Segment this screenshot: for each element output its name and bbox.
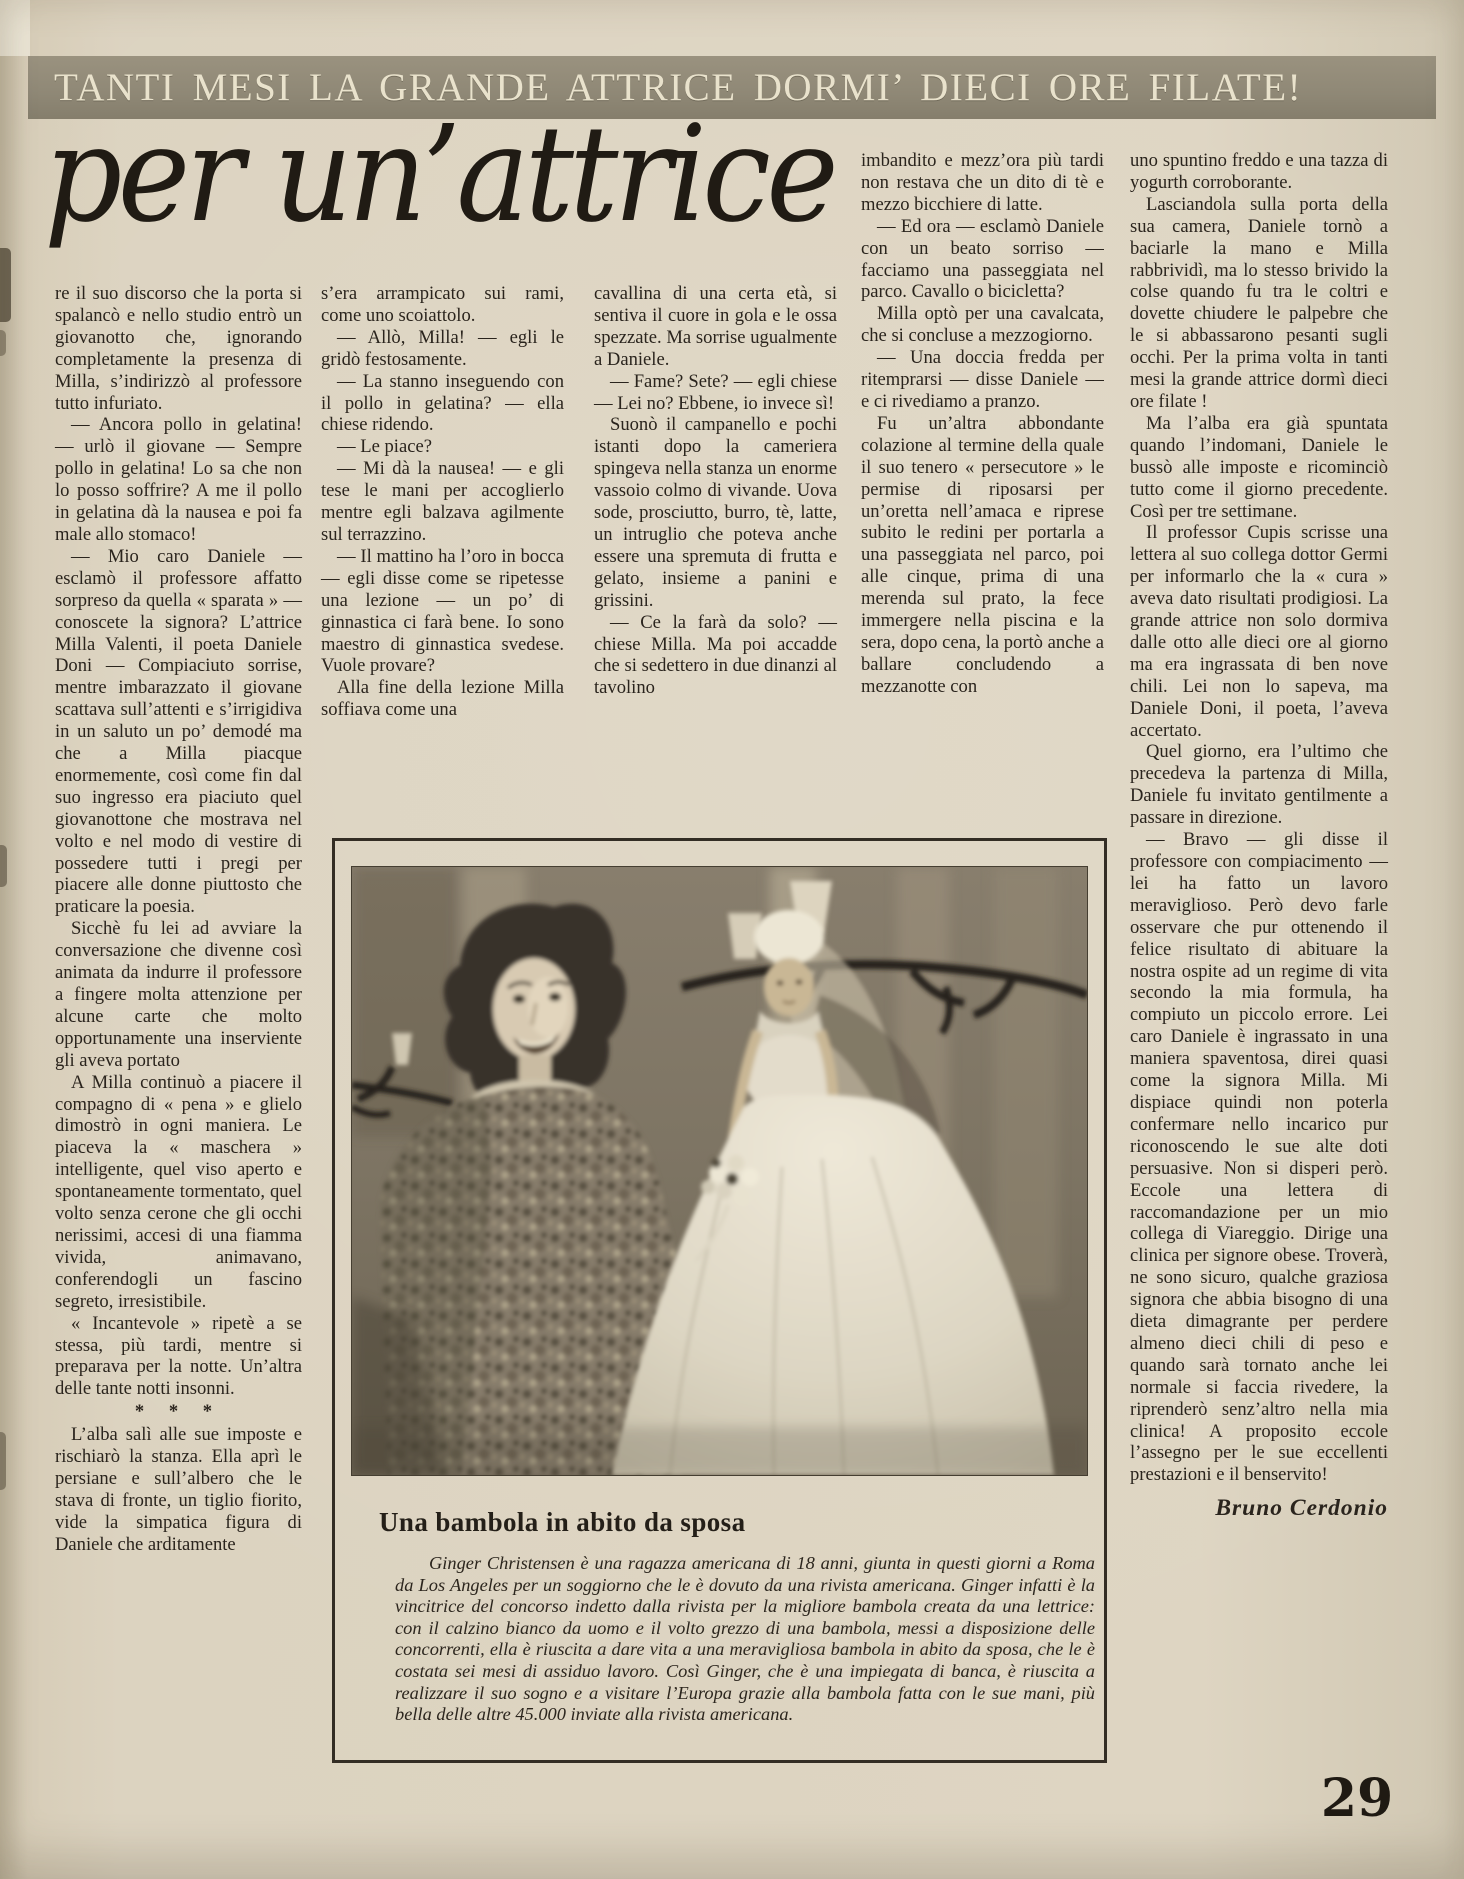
paragraph: L’alba salì alle sue imposte e rischiarò la stanza. Ella aprì le persiane e sull’albero che le stava di fronte, un tiglio fiorito, vide la simpatica figura di Daniele che arditamente [55, 1424, 302, 1555]
paragraph: Sicchè fu lei ad avviare la conversazione che divenne così animata da indurre il professore a fingere molta attenzione per alcune carte che molto opportunamente una inserviente gli aveva portato [55, 918, 302, 1071]
photo-caption-title: Una bambola in abito da sposa [379, 1507, 746, 1537]
paragraph: uno spuntino freddo e una tazza di yogurth corroborante. [1130, 150, 1388, 193]
page-corner-highlight [0, 0, 30, 56]
paragraph: — Ce la farà da solo? — chiese Milla. Ma poi accadde che si sedettero in due dinanzi al tavolino [594, 611, 837, 699]
text-column-5 [1130, 150, 1388, 1520]
page-edge-mark [0, 1432, 6, 1490]
paragraph: — Ancora pollo in gelatina! — urlò il giovane — Sempre pollo in gelatina! Lo sa che non lo posso soffrire? A me il pollo in gelatina dà la nausea e poi fa male allo stomaco! [55, 414, 302, 545]
paragraph: — Mi dà la nausea! — e gli tese le mani per accoglierlo mentre egli balzava agilmente sul terrazzino. [321, 458, 564, 545]
article-title: per un’attrice [44, 98, 835, 252]
text-column-2 [321, 283, 564, 721]
paragraph: Milla optò per una cavalcata, che si concluse a mezzogiorno. [861, 303, 1104, 347]
paragraph: re il suo discorso che la porta si spalancò e nello studio entrò un giovanotto che, ignorando completamente la presenza di Milla, s’indirizzò al professore tutto infuriato. [55, 283, 302, 414]
section-break-stars: * * * [134, 1401, 223, 1423]
photo-box [332, 838, 1107, 1763]
paragraph: — Bravo — gli disse il professore con compiacimento — lei ha fatto un lavoro meraviglioso. Però devo farle osservare che pur ottenendo il felice risultato di abituare la nostra ospite ad un regime di vita secondo la mia formula, ha compiuto un piccolo errore. Lei caro Daniele è ingrassato in una maniera spaventosa, direi quasi come la signora Milla. Mi dispiace quindi non poterla confermare nello incarico pur riconoscendo le sue alte doti persuasive. Non si disperi però. Eccole una lettera di raccomandazione per un mio collega di Viareggio. Dirige una clinica per signore obese. Troverà, ne sono sicuro, qualche graziosa signora che abbia bisogno di una dieta dimagrante per perdere almeno dieci chili di peso e quando sarà tornato anche lei normale si faccia rivedere, la riprenderò senz’altro nella mia clinica! A proposito eccole l’assegno per le sue eccellenti prestazioni e il benservito! [1130, 829, 1388, 1486]
paragraph: — Le piace? [337, 436, 432, 458]
author-byline: Bruno Cerdonio [1215, 1495, 1388, 1522]
kicker-headline: TANTI MESI LA GRANDE ATTRICE DORMI’ DIECI ORE FILATE! [54, 66, 1303, 109]
page-edge-mark [0, 248, 11, 322]
page-edge-mark [0, 330, 6, 356]
paragraph: Suonò il campanello e pochi istanti dopo la cameriera spingeva nella stanza un enorme vassoio colmo di vivande. Uova sode, prosciutto, burro, tè, latte, un intruglio che poteva anche essere una spremuta di frutta e gelato, insieme a panini e grissini. [594, 414, 837, 611]
page-number: 29 [1320, 1768, 1394, 1829]
paragraph: Lasciandola sulla porta della sua camera, Daniele tornò a baciarle la mano e Milla rabbrividì, ma lo stesso brivido la colse quando fu tra le coltri e dovette chiudere le palpebre che le si abbassarono pesanti sugli occhi. Per la prima volta in tanti mesi la grande attrice dormì dieci ore filate ! [1130, 193, 1388, 412]
paragraph: « Incantevole » ripetè a se stessa, più tardi, mentre si preparava per la notte. Un’altra delle tante notti insonni. [55, 1312, 302, 1400]
paragraph: A Milla continuò a piacere il compagno di « pena » e glielo dimostrò in ogni maniera. Le piaceva la « maschera » intelligente, quel viso aperto e spontaneamente tormentato, quel volto senza cerone che gli occhi nerissimi, accesi di una fiamma vivida, animavano, conferendogli un fascino segreto, irresistibile. [55, 1071, 302, 1312]
paragraph: — Il mattino ha l’oro in bocca — egli disse come se ripetesse una lezione — un po’ di ginnastica ci farà bene. Io sono maestro di ginnastica svedese. Vuole provare? [321, 545, 564, 677]
paragraph: Il professor Cupis scrisse una lettera al suo collega dottor Germi per informarlo che la « cura » aveva dato risultati prodigiosi. La grande attrice non solo dormiva dalle otto alle dieci ore al giorno ma era ingrassata di ben nove chili. Lei non lo sapeva, ma Daniele Doni, il poeta, l’aveva accertato. [1130, 522, 1388, 741]
paragraph: cavallina di una certa età, si sentiva il cuore in gola e le ossa spezzate. Ma sorrise ugualmente a Daniele. [594, 283, 837, 370]
photo-bottom-shade [352, 1427, 1087, 1475]
paragraph: — Ed ora — esclamò Daniele con un beato sorriso — facciamo una passeggiata nel parco. Cavallo o bicicletta? [861, 215, 1104, 303]
photo-caption-text: Ginger Christensen è una ragazza americana di 18 anni, giunta in questi giorni a Roma da Los Angeles per un soggiorno che le è dovuto da una rivista americana. Ginger infatti è la vincitrice del concorso indetto dalla rivista per la migliore bambola creata da una lettrice: con il calzino bianco da uomo e il volto grezzo di una bambola, messi a disposizione delle concorrenti, ella è riuscita a dare vita a una meravigliosa bambola in abito da sposa, che le è costata sei mesi di assiduo lavoro. Così Ginger, che è una impiegata di banca, è riuscita a realizzare il suo sogno e a visitare l’Europa grazie alla bambola fatta con le sue mani, più bella delle altre 45.000 inviate alla rivista americana. [395, 1553, 1095, 1725]
paragraph: Fu un’altra abbondante colazione al termine della quale il suo tenero « persecutore » le permise di riposarsi per un’oretta nell’amaca e riprese subito le redini per portarla a una passeggiata nel parco, poi alle cinque, prima di una merenda sul prato, la fece immergere nella piscina e la sera, dopo cena, la portò anche a ballare concludendo a mezzanotte con [861, 412, 1104, 697]
text-column-1 [55, 283, 302, 1556]
paragraph: Ma l’alba era già spuntata quando l’indomani, Daniele le bussò alle imposte e ricominciò tutto come il giorno precedente. Così per tre settimane. [1130, 412, 1388, 522]
paragraph: — Mio caro Daniele — esclamò il professore affatto sorpreso da quella « sparata » — conoscete la signora? L’attrice Milla Valenti, il poeta Daniele Doni — Compiaciuto sorrise, mentre imbarazzato il giovane scattava sull’attenti e s’irrigidiva in un saluto un po’ demodé ma che a Milla piacque enormemente, così come fin dal suo ingresso era piaciuto quel giovanottone che mostrava nel volto e nel modo di vestire di possedere tutti i pregi per piacere alle donne piuttosto che praticare la poesia. [55, 545, 302, 918]
paragraph: Alla fine della lezione Milla soffiava come una [321, 677, 564, 721]
text-column-3 [594, 283, 837, 699]
bride-doll-photo [352, 867, 1087, 1475]
paragraph: — La stanno inseguendo con il pollo in gelatina? — ella chiese ridendo. [321, 370, 564, 436]
paragraph: — Una doccia fredda per ritemprarsi — disse Daniele — e ci rivediamo a pranzo. [861, 347, 1104, 412]
paragraph: — Fame? Sete? — egli chiese — Lei no? Ebbene, io invece sì! [594, 370, 837, 414]
paragraph: imbandito e mezz’ora più tardi non restava che un dito di tè e mezzo bicchiere di latte. [861, 150, 1104, 215]
paragraph: s’era arrampicato sui rami, come uno scoiattolo. [321, 283, 564, 326]
text-column-4 [861, 150, 1104, 838]
paragraph: Quel giorno, era l’ultimo che precedeva la partenza di Milla, Daniele fu invitato gentilmente a passare in direzione. [1130, 741, 1388, 829]
paragraph: — Allò, Milla! — egli le gridò festosamente. [321, 326, 564, 370]
page-edge-mark [0, 845, 7, 887]
